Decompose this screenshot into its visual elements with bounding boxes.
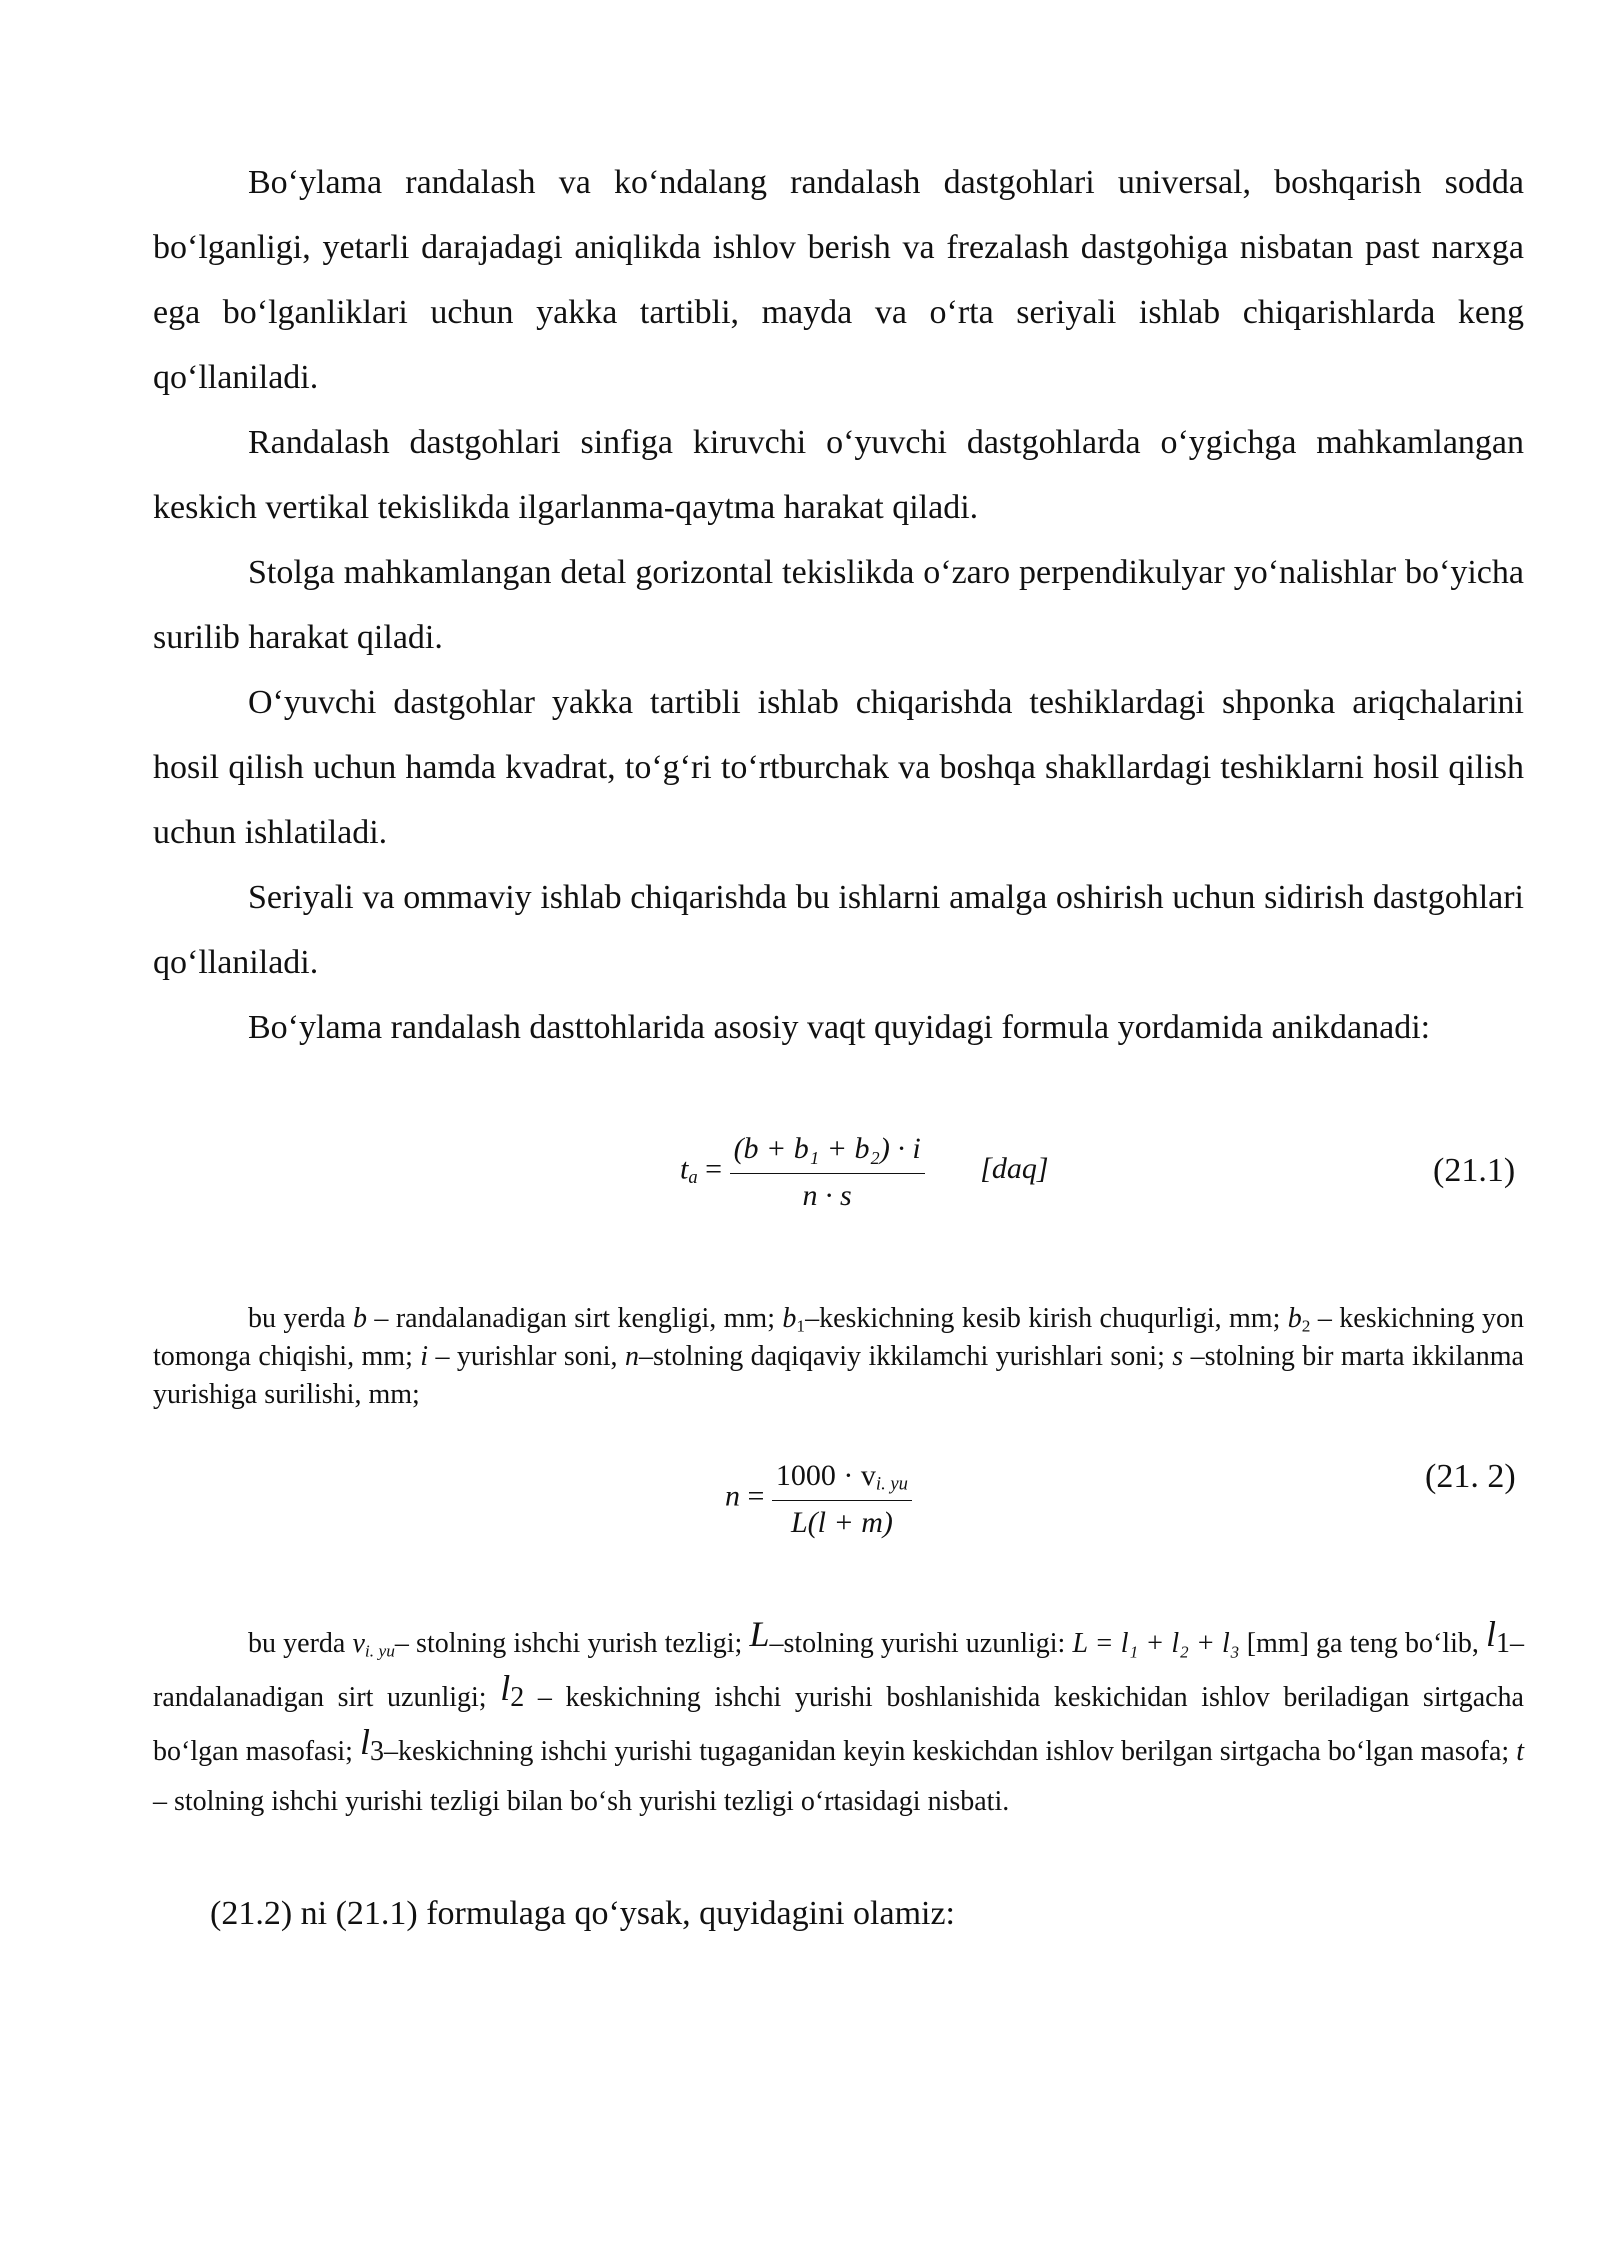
var-s: s [1172,1341,1184,1372]
closing-sentence: (21.2) ni (21.1) formulaga qo‘ysak, quyidagini olamiz: [210,1895,955,1932]
subscript: 1 [1496,1628,1510,1659]
numerator [772,1452,912,1501]
subscript: 1 [796,1316,806,1336]
paragraph-1: Bo‘ylama randalash va ko‘ndalang randalash dastgohlari universal, boshqarish sodda bo‘lganligi, yetarli darajadagi aniqlikda ishlov berish va frezalash dastgohiga nisbatan past narxga ega bo‘lganliklari uchun yakka tartibli, mayda va o‘rta seriyali ishlab chiqarishlarda keng qo‘llaniladi. [153,164,1524,396]
equals-sign: = [705,1152,723,1186]
length-equation: L = l₁ + l₂ + l₃ [1072,1628,1240,1659]
paragraph-2: Randalash dastgohlari sinfiga kiruvchi o‘yuvchi dastgohlarda o‘ygichga mahkamlangan keskich vertikal tekislikda ilgarlanma-qaytma harakat qiladi. [153,424,1524,526]
var-l3: l [360,1722,371,1762]
var-l1: l [1485,1614,1496,1654]
var-i: i [420,1341,429,1372]
formula-lhs-sub: a [688,1167,698,1189]
note-text: –stolning yurishi uzunligi: [769,1628,1073,1659]
note-text: bu yerda [248,1628,353,1659]
formula-lhs: n [725,1479,740,1513]
note-text: –keskichning ishchi yurishi tugaganidan keyin keskichdan ishlov berilgan sirtgacha bo‘lgan masofa; [384,1736,1517,1767]
paragraph-3: Stolga mahkamlangan detal gorizontal tekislikda o‘zaro perpendikulyar yo‘nalishlar bo‘yicha surilib harakat qiladi. [153,554,1524,656]
subscript: 2 [1301,1316,1311,1336]
note-variables-1 [153,1300,1524,1414]
note-text: –stolning bir marta ikkilanma yurishiga surilishi, mm; [153,1341,1524,1410]
equation-number-21-1: (21.1) [1433,1152,1516,1189]
var-v: v [352,1628,365,1659]
note-text: – stolning ishchi yurish tezligi; [394,1628,750,1659]
formula-lhs: t [680,1152,689,1186]
var-b1: b [782,1303,797,1334]
fraction [772,1452,912,1545]
formula-21-2 [725,1452,912,1545]
note-text: – keskichning ishchi yurishi boshlanishida keskichidan ishlov beriladigan sirtgacha bo‘lgan masofasi; [153,1682,1524,1767]
var-n: n [624,1341,639,1372]
fraction [730,1125,925,1218]
denominator: n · s [802,1179,852,1212]
note-variables-2 [153,1615,1524,1827]
paragraph-5: Seriyali va ommaviy ishlab chiqarishda bu ishlarni amalga oshirish uchun sidirish dastgohlari qo‘llaniladi. [153,879,1524,981]
var-b2: b [1287,1303,1302,1334]
note-text: [mm] ga teng bo‘lib, [1239,1628,1486,1659]
formula-21-1 [680,1125,1049,1218]
note-text: bu yerda [248,1303,354,1334]
equation-number-21-2: (21. 2) [1425,1458,1516,1495]
subscript: 2 [510,1682,525,1713]
note-text: – yurishlar soni, [428,1341,625,1372]
note-text: – randalanadigan sirt kengligi, mm; [367,1303,783,1334]
note-text: – keskichning yon tomonga chiqishi, mm; [153,1303,1525,1372]
unit-label: [daq] [980,1152,1049,1186]
note-text: – randalanadigan sirt uzunligi; [153,1628,1524,1713]
equals-sign: = [747,1479,765,1513]
var-L: L [749,1614,770,1654]
note-text: –stolning daqiqaviy ikkilamchi yurishlari soni; [638,1341,1173,1372]
numerator-text: 1000 · v [775,1459,876,1492]
numerator-sub: i. yu [875,1473,908,1495]
note-text: – stolning ishchi yurishi tezligi bilan bo‘sh yurishi tezligi o‘rtasidagi nisbati. [153,1786,1010,1817]
note-text: –keskichning kesib kirish chuqurligi, mm; [805,1303,1288,1334]
var-t: t [1516,1736,1525,1767]
subscript: 3 [370,1736,385,1767]
var-b: b [353,1303,368,1334]
paragraph-4: O‘yuvchi dastgohlar yakka tartibli ishlab chiqarishda teshiklardagi shponka ariqchalarini hosil qilish uchun hamda kvadrat, to‘g‘ri to‘rtburchak va boshqa shakllardagi teshiklarni hosil qilish uchun ishlatiladi. [153,684,1524,851]
numerator: (b + b₁ + b₂) · i [730,1125,925,1174]
paragraph-6: Bo‘ylama randalash dasttohlarida asosiy vaqt quyidagi formula yordamida anikdanadi: [248,1009,1431,1046]
var-l2: l [500,1668,511,1708]
subscript: i. yu [364,1641,395,1661]
denominator: L(l + m) [790,1506,893,1539]
